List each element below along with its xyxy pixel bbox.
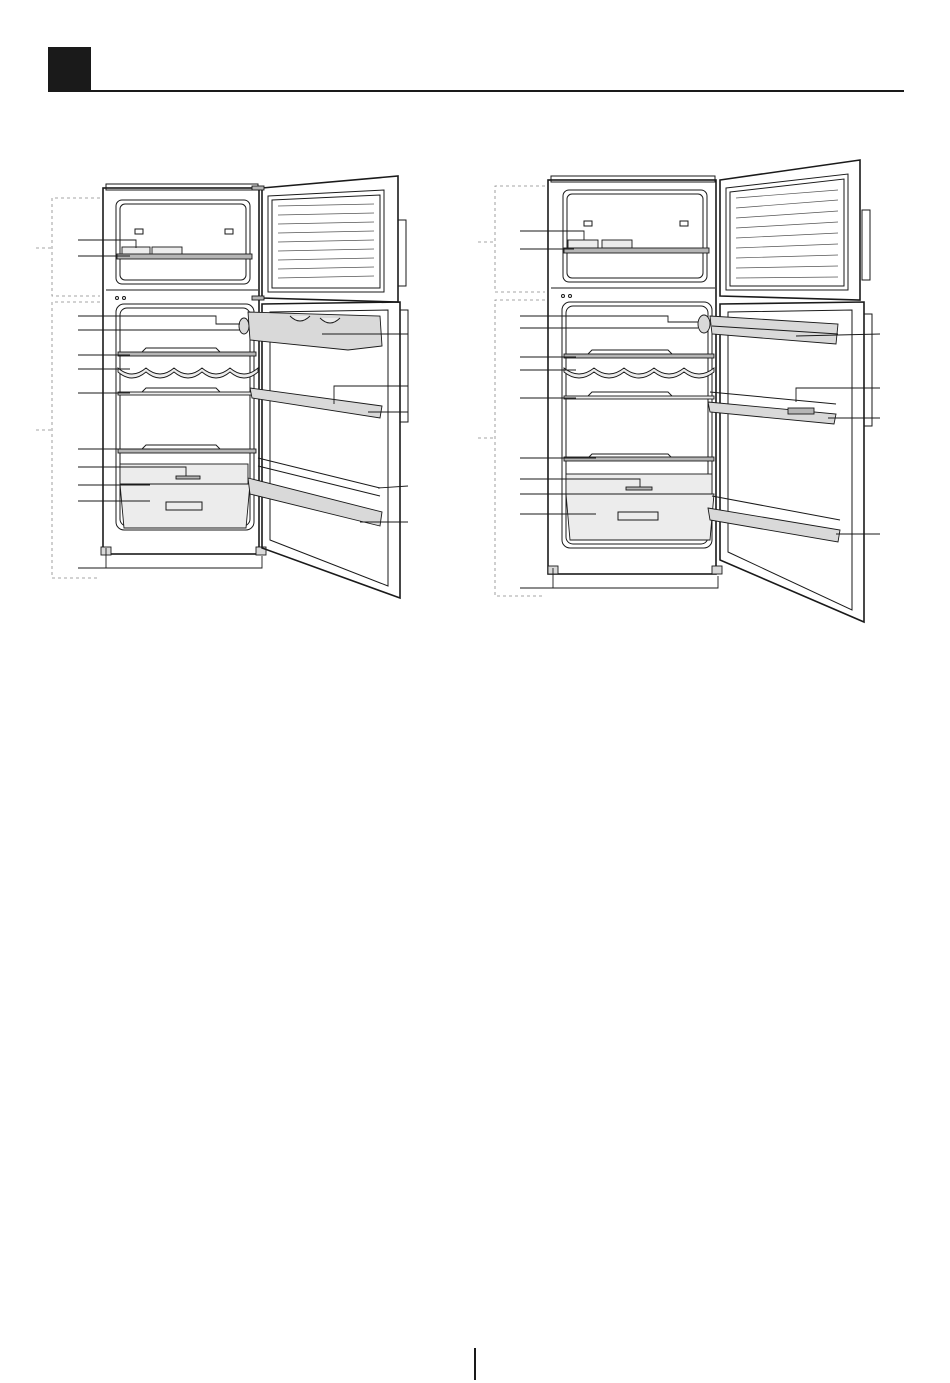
fridge-door-right <box>720 302 864 622</box>
freezer-shelf-right <box>564 248 709 253</box>
foot-right-right <box>712 566 722 574</box>
crisper-cover-right <box>566 474 712 494</box>
freezer-handle-right <box>862 210 870 280</box>
fridge-shelf-1-right <box>564 354 714 358</box>
freezer-compartment-right <box>563 190 707 282</box>
crisper-drawer-right <box>566 494 714 540</box>
door-balcony-middle-right <box>708 402 836 424</box>
thermostat-knob-right <box>698 315 710 333</box>
bottle-rack-right <box>564 368 714 378</box>
fridge-diagram-right <box>0 0 900 640</box>
fridge-shelf-2-right <box>564 396 714 399</box>
fridge-group-bracket-right <box>495 300 545 596</box>
fridge-handle-right <box>864 314 872 426</box>
freezer-group-bracket-right <box>495 186 545 292</box>
page-mark <box>474 1348 476 1380</box>
freezer-door-liner-ribs-right <box>736 190 838 278</box>
